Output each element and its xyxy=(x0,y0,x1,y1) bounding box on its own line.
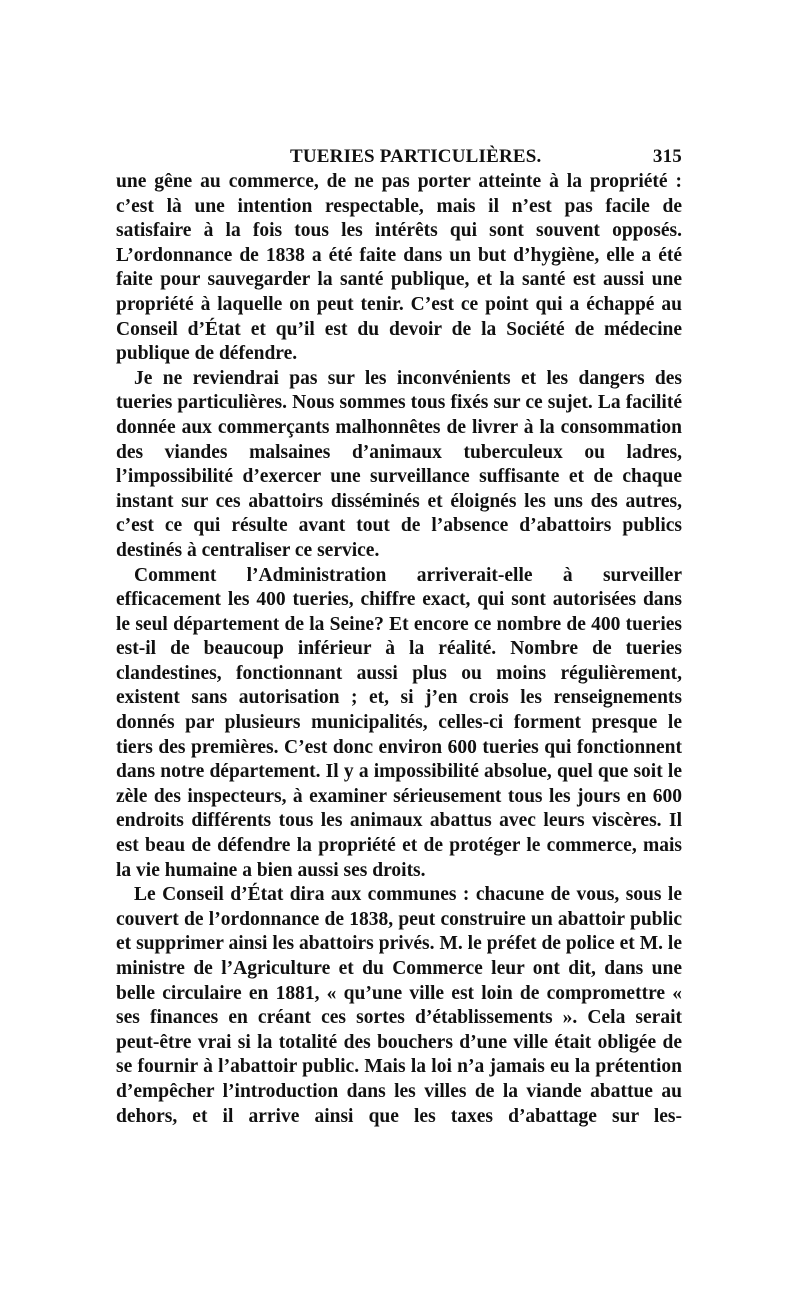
paragraph-1-continued: une gêne au commerce, de ne pas porter atteinte à la propriété : c’est là une intention respectable, mais il n’est pas facile de satisfaire à la fois tous les intérêts qui sont souvent opposés. L’ordonnance de 1838 a été faite dans un but d’hygiène, elle a été faite pour sauvegarder la santé publique, et la santé est aussi une propriété à laquelle on peut tenir. C’est ce point qui a échappé au Conseil d’État et qu’il est du devoir de la Société de médecine publique de défendre. xyxy=(116,171,682,365)
page-number: 315 xyxy=(652,146,682,167)
running-head xyxy=(116,140,682,170)
body-text xyxy=(116,170,682,1129)
paragraph-2: Je ne reviendrai pas sur les inconvénients et les dangers des tueries particulières. Nous sommes tous fixés sur ce sujet. La facilité donnée aux commerçants malhonnêtes de livrer à la consommation des viandes malsaines d’animaux tuberculeux ou ladres, l’impossibilité d’exercer une surveillance suffisante et de chaque instant sur ces abattoirs disséminés et éloignés les uns des autres, c’est ce qui résulte avant tout de l’absence d’abattoirs publics destinés à centraliser ce service. xyxy=(116,367,682,561)
paragraph-4: Le Conseil d’État dira aux communes : chacune de vous, sous le couvert de l’ordonnance de 1838, peut construire un abattoir public et supprimer ainsi les abattoirs privés. M. le préfet de police et M. le ministre de l’Agriculture et du Commerce leur ont dit, dans une belle circulaire en 1881, « qu’une ville est loin de compromettre « ses finances en créant ces sortes d’établissements ». Cela serait peut-être vrai si la totalité des bouchers d’une ville était obligée de se fournir à l’abattoir public. Mais la loi n’a jamais eu la prétention d’empêcher l’introduction dans les villes de la viande abattue au dehors, et il arrive ainsi que les taxes d’abattage sur les- xyxy=(116,884,682,1127)
book-page xyxy=(116,140,682,1129)
running-title: TUERIES PARTICULIÈRES. xyxy=(290,146,542,167)
paragraph-3: Comment l’Administration arriverait-elle à surveiller efficacement les 400 tueries, chiffre exact, qui sont autorisées dans le seul département de la Seine? Et encore ce nombre de 400 tueries est-il de beaucoup inférieur à la réalité. Nombre de tueries clandestines, fonctionnant aussi plus ou moins régulièrement, existent sans autorisation ; et, si j’en crois les renseignements donnés par plusieurs municipalités, celles-ci forment presque le tiers des premières. C’est donc environ 600 tueries qui fonctionnent dans notre département. Il y a impossibilité absolue, quel que soit le zèle des inspecteurs, à examiner sérieusement tous les jours en 600 endroits différents tous les animaux abattus avec leurs viscères. Il est beau de défendre la propriété et de protéger le commerce, mais la vie humaine a bien aussi ses droits. xyxy=(116,564,682,881)
